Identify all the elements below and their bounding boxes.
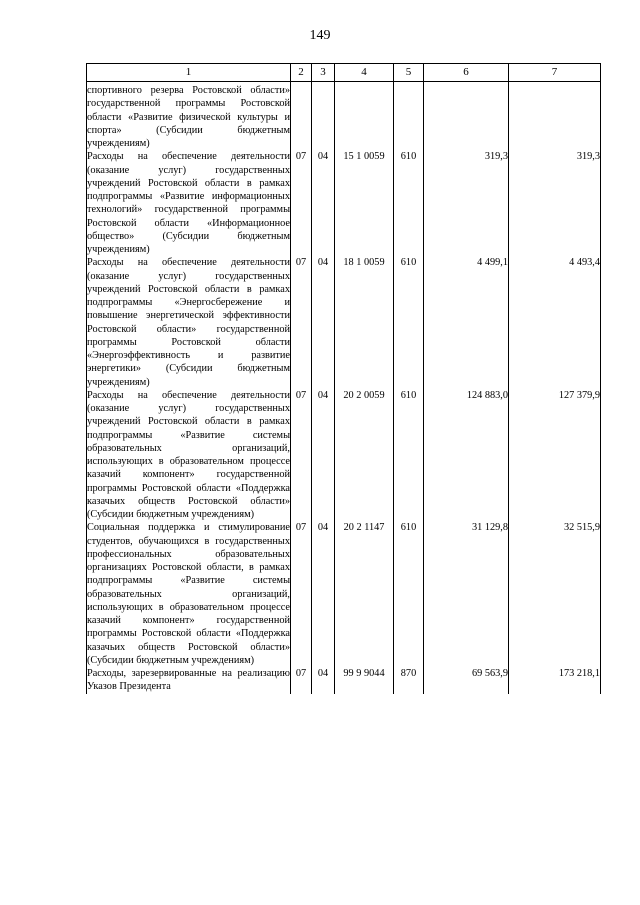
- column-header: 3: [312, 64, 335, 82]
- amount-column-7: 173 218,1: [509, 667, 601, 694]
- section-code: 07: [291, 389, 312, 522]
- budget-table: [86, 63, 601, 694]
- section-code: [291, 82, 312, 151]
- column-header: 1: [87, 64, 291, 82]
- page-number: 149: [309, 28, 331, 43]
- table-row: [87, 256, 601, 389]
- expense-type-code: 610: [394, 521, 424, 667]
- amount-column-6: [424, 82, 509, 151]
- target-article-code: [335, 82, 394, 151]
- subsection-code: 04: [312, 667, 335, 694]
- amount-column-7: 127 379,9: [509, 389, 601, 522]
- amount-column-6: 4 499,1: [424, 256, 509, 389]
- amount-column-7: [509, 82, 601, 151]
- expense-type-code: [394, 82, 424, 151]
- expense-description: Расходы на обеспечение деятельности (оказание услуг) государственных учреждений Ростовской области в рамках подпрограммы «Развитие информационных технологий» государственной программы Ростовской области «Информационное общество» (Субсидии бюджетным учреждениям): [87, 151, 290, 255]
- table-row: [87, 150, 601, 256]
- target-article-code: 99 9 9044: [335, 667, 394, 694]
- subsection-code: 04: [312, 256, 335, 389]
- table-row: [87, 521, 601, 667]
- amount-column-6: 69 563,9: [424, 667, 509, 694]
- amount-column-7: 32 515,9: [509, 521, 601, 667]
- expense-description: Расходы на обеспечение деятельности (оказание услуг) государственных учреждений Ростовской области в рамках подпрограммы «Энергосбережение и повышение энергетической эффективности Ростовской области» государственной программы Ростовской области «Энергоэффективность и развитие энергетики» (Субсидии бюджетным учреждениям): [87, 257, 290, 388]
- section-code: 07: [291, 150, 312, 256]
- expense-type-code: 610: [394, 256, 424, 389]
- amount-column-6: 124 883,0: [424, 389, 509, 522]
- amount-column-6: 319,3: [424, 150, 509, 256]
- column-header: 7: [509, 64, 601, 82]
- table-row: [87, 667, 601, 694]
- expense-type-code: 610: [394, 389, 424, 522]
- target-article-code: 20 2 0059: [335, 389, 394, 522]
- column-header: 2: [291, 64, 312, 82]
- target-article-code: 20 2 1147: [335, 521, 394, 667]
- table-row: [87, 82, 601, 151]
- amount-column-6: 31 129,8: [424, 521, 509, 667]
- table-header-row: [87, 64, 601, 82]
- expense-description: Расходы на обеспечение деятельности (оказание услуг) государственных учреждений Ростовской области в рамках подпрограммы «Развитие системы образовательных организаций, использующих в образовательном процессе казачий компонент» государственной программы Ростовской области «Поддержка казачьих обществ Ростовской области» (Субсидии бюджетным учреждениям): [87, 389, 290, 520]
- section-code: 07: [291, 256, 312, 389]
- subsection-code: 04: [312, 521, 335, 667]
- expense-description: спортивного резерва Ростовской области» государственной программы Ростовской области «Развитие физической культуры и спорта» (Субсидии бюджетным учреждениям): [87, 82, 291, 151]
- amount-column-7: 4 493,4: [509, 256, 601, 389]
- column-header: 6: [424, 64, 509, 82]
- column-header: 5: [394, 64, 424, 82]
- expense-description: Социальная поддержка и стимулирование студентов, обучающихся в государственных профессиональных образовательных организациях Ростовской области, в рамках подпрограммы «Развитие системы образовательных организаций, использующих в образовательном процессе казачий компонент» государственной программы Ростовской области «Поддержка казачьих обществ Ростовской области» (Субсидии бюджетным учреждениям): [87, 522, 290, 666]
- subsection-code: [312, 82, 335, 151]
- column-header: 4: [335, 64, 394, 82]
- section-code: 07: [291, 667, 312, 694]
- subsection-code: 04: [312, 389, 335, 522]
- expense-type-code: 610: [394, 150, 424, 256]
- section-code: 07: [291, 521, 312, 667]
- expense-type-code: 870: [394, 667, 424, 694]
- subsection-code: 04: [312, 150, 335, 256]
- table-row: [87, 389, 601, 522]
- target-article-code: 18 1 0059: [335, 256, 394, 389]
- target-article-code: 15 1 0059: [335, 150, 394, 256]
- expense-description: Расходы, зарезервированные на реализацию Указов Президента: [87, 668, 290, 693]
- amount-column-7: 319,3: [509, 150, 601, 256]
